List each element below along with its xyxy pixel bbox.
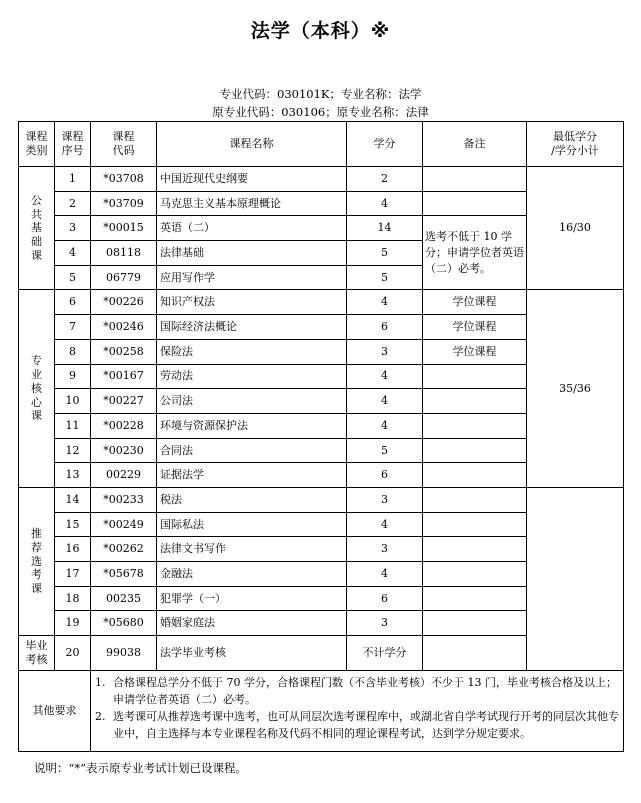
table-row: 13 00229 证据法学 6 xyxy=(19,463,624,488)
header-category: 课程 类别 xyxy=(19,122,55,167)
degree-course-note: 学位课程 xyxy=(423,290,527,315)
category-public: 公 共 基 础 课 xyxy=(19,167,55,290)
category-core: 专 业 核 心 课 xyxy=(19,290,55,488)
requirement-item: 2. 选考课可从推荐选考课中选考，也可从同层次选考课程库中，或湖北省自学考试现行开考的同层次其他专业中，自主选择与本专业课程名称及代码不相同的理论课程考试，达到学分规定要求。 xyxy=(95,710,619,741)
header-code: 课程 代码 xyxy=(91,122,157,167)
table-row: 19 *05680 婚姻家庭法 3 xyxy=(19,611,624,636)
category-elective: 推 荐 选 考 课 xyxy=(19,487,55,635)
table-row: 推 荐 选 考 课 14 *00233 税法 3 xyxy=(19,487,624,512)
table-row: 15 *00249 国际私法 4 xyxy=(19,512,624,537)
table-row: 8 *00258 保险法 3 学位课程 xyxy=(19,339,624,364)
requirement-item: 1. 合格课程总学分不低于 70 学分，合格课程门数（不含毕业考核）不少于 13 门，毕业考核合格及以上；申请学位者英语（二）必考。 xyxy=(95,676,617,707)
table-header-row xyxy=(19,122,624,167)
header-credit: 学分 xyxy=(347,122,423,167)
footnote: 说明：“*”表示原专业考试计划已设课程。 xyxy=(34,761,248,775)
degree-course-note: 学位课程 xyxy=(423,315,527,340)
category-graduation: 毕业 考核 xyxy=(19,636,55,671)
core-subtotal: 35/36 xyxy=(527,290,624,488)
other-requirements-row xyxy=(19,671,624,752)
header-seq: 课程 序号 xyxy=(55,122,91,167)
table-row: 9 *00167 劳动法 4 xyxy=(19,364,624,389)
major-code-line: 专业代码：030101K；专业名称：法学 xyxy=(219,87,422,101)
table-row: 专 业 核 心 课 6 *00226 知识产权法 4 学位课程 35/36 xyxy=(19,290,624,315)
table-row: 10 *00227 公司法 4 xyxy=(19,389,624,414)
table-row: 16 *00262 法律文书写作 3 xyxy=(19,537,624,562)
table-row: 3 *00015 英语（二） 14 选考不低于 10 学分；申请学位者英语（二）必考。 xyxy=(19,216,624,241)
table-row: 11 *00228 环境与资源保护法 4 xyxy=(19,413,624,438)
public-subtotal: 16/30 xyxy=(527,167,624,290)
table-row: 7 *00246 国际经济法概论 6 学位课程 xyxy=(19,315,624,340)
table-row: 5 06779 应用写作学 5 xyxy=(19,265,624,290)
header-note: 备注 xyxy=(423,122,527,167)
other-requirements xyxy=(91,671,624,752)
table-row: 18 00235 犯罪学（一） 6 xyxy=(19,586,624,611)
table-row: 12 *00230 合同法 5 xyxy=(19,438,624,463)
table-row: 2 *03709 马克思主义基本原理概论 4 xyxy=(19,191,624,216)
table-row: 毕业 考核 20 99038 法学毕业考核 不计学分 xyxy=(19,636,624,671)
header-name: 课程名称 xyxy=(157,122,347,167)
table-row: 17 *05678 金融法 4 xyxy=(19,562,624,587)
other-requirements-label: 其他要求 xyxy=(19,671,91,752)
original-code-line: 原专业代码：030106；原专业名称：法律 xyxy=(212,105,429,119)
table-row: 公 共 基 础 课 1 *03708 中国近现代史纲要 2 16/30 xyxy=(19,167,624,192)
course-plan-table xyxy=(18,121,624,752)
header-min-credit: 最低学分 /学分小计 xyxy=(527,122,624,167)
page-title: 法学（本科）※ xyxy=(250,20,391,42)
table-row: 4 08118 法律基础 5 xyxy=(19,241,624,266)
public-note: 选考不低于 10 学分；申请学位者英语（二）必考。 xyxy=(423,216,527,290)
degree-course-note: 学位课程 xyxy=(423,339,527,364)
